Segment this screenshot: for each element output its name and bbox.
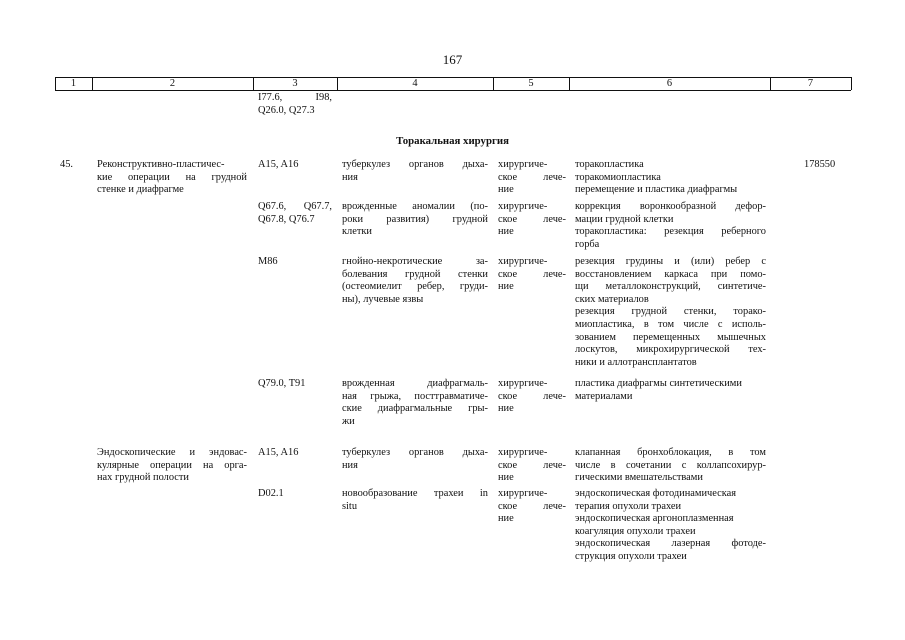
row-name <box>97 447 247 485</box>
treatment-line: ское лече- <box>498 171 566 183</box>
treatment-line: ское лече- <box>498 459 566 471</box>
disease-line: ния <box>342 171 358 183</box>
row-name-line: Реконструктивно-пластичес- <box>97 159 225 170</box>
header-col-1: 1 <box>70 78 77 89</box>
treatment-line: ние <box>498 403 514 415</box>
method-line: материалами <box>575 390 633 402</box>
disease-line: клетки <box>342 226 372 238</box>
mkb-codes <box>258 488 284 501</box>
code-line: Q79.0, T91 <box>258 378 306 389</box>
treatment-type <box>498 256 566 294</box>
header-col-7: 7 <box>807 78 814 89</box>
method-line: эндоскопическая аргоноплазменная <box>575 513 734 525</box>
method-line: гическими вмешательствами <box>575 472 703 484</box>
method-line: щи металлоконструкций, синтетиче- <box>575 281 766 293</box>
header-col-4: 4 <box>412 78 418 89</box>
method-line: зованием перемещенных мышечных <box>575 331 766 343</box>
treatment-line: ское лече- <box>498 268 566 280</box>
method-line: клапанная бронхоблокация, в том <box>575 447 766 458</box>
treatment-methods <box>575 378 766 403</box>
disease-model <box>342 159 488 184</box>
method-line: эндоскопическая лазерная фотоде- <box>575 538 766 550</box>
method-line: коагуляция опухоли трахеи <box>575 525 696 537</box>
header-col-2: 2 <box>169 78 176 89</box>
treatment-type <box>498 201 566 239</box>
disease-line: гнойно-некротические за- <box>342 256 488 267</box>
header-col-3: 3 <box>292 78 298 89</box>
disease-model <box>342 488 488 513</box>
carry-codes-line: Q26.0, Q27.3 <box>258 104 315 116</box>
code-line: Q67.6, Q67.7, <box>258 201 332 212</box>
treatment-methods <box>575 447 766 485</box>
section-title: Торакальная хирургия <box>396 135 509 147</box>
treatment-line: ние <box>498 226 514 238</box>
header-col-6: 6 <box>666 78 673 89</box>
treatment-line: хирургиче- <box>498 378 548 389</box>
mkb-codes <box>258 378 305 391</box>
treatment-type <box>498 488 566 526</box>
disease-line: (остеомиелит ребер, груди- <box>342 281 488 293</box>
treatment-methods <box>575 201 766 251</box>
treatment-type <box>498 378 566 416</box>
method-line: резекция грудной стенки, торако- <box>575 306 766 318</box>
method-line: эндоскопическая фотодинамическая <box>575 488 737 499</box>
row-name-line: кулярные операции на орга- <box>97 459 247 471</box>
disease-line: туберкулез органов дыха- <box>342 159 488 170</box>
col-divider <box>851 77 852 90</box>
method-line: ники и аллотрансплантатов <box>575 356 697 368</box>
disease-model <box>342 201 488 239</box>
method-line: торакопластика <box>575 159 644 170</box>
method-line: лоскутов, микрохирургической тех- <box>575 344 766 356</box>
treatment-line: хирургиче- <box>498 201 548 212</box>
row-name-line: кие операции на грудной <box>97 171 247 183</box>
header-col-5: 5 <box>528 78 534 89</box>
method-line: ских материалов <box>575 293 649 305</box>
method-line: резекция грудины и (или) ребер с <box>575 256 766 267</box>
row-name-line: стенке и диафрагме <box>97 184 184 196</box>
disease-line: situ <box>342 500 358 512</box>
method-line: струкция опухоли трахеи <box>575 550 687 562</box>
disease-line: новообразование трахеи in <box>342 488 488 499</box>
treatment-line: хирургиче- <box>498 488 548 499</box>
treatment-line: ское лече- <box>498 390 566 402</box>
treatment-line: ское лече- <box>498 213 566 225</box>
treatment-type <box>498 447 566 485</box>
disease-line: врожденные аномалии (по- <box>342 201 488 212</box>
method-line: торакопластика: резекция реберного <box>575 226 766 238</box>
code-line: A15, A16 <box>258 447 299 458</box>
disease-line: болевания грудной стенки <box>342 268 488 280</box>
disease-model <box>342 447 488 472</box>
method-line: пластика диафрагмы синтетическими <box>575 378 742 389</box>
mkb-codes <box>258 256 278 269</box>
treatment-line: ние <box>498 184 514 196</box>
header-bottom-border <box>55 90 851 91</box>
row-name-line: Эндоскопические и эндовас- <box>97 447 247 458</box>
row-price: 178550 <box>804 159 836 170</box>
disease-model <box>342 378 488 428</box>
code-line: A15, A16 <box>258 159 299 170</box>
code-line: D02.1 <box>258 488 284 499</box>
method-line: терапия опухоли трахеи <box>575 500 682 512</box>
mkb-codes <box>258 159 298 172</box>
treatment-line: хирургиче- <box>498 447 548 458</box>
treatment-line: хирургиче- <box>498 256 548 267</box>
disease-line: ния <box>342 459 358 471</box>
method-line: восстановлением каркаса при помо- <box>575 268 766 280</box>
method-line: коррекция воронкообразной дефор- <box>575 201 766 212</box>
page-number: 167 <box>442 52 463 67</box>
treatment-line: хирургиче- <box>498 159 548 170</box>
treatment-methods <box>575 256 766 369</box>
method-line: горба <box>575 238 600 250</box>
carry-codes-line: I77.6, I98, <box>258 92 332 103</box>
disease-line: ны), лучевые язвы <box>342 293 424 305</box>
disease-line: жи <box>342 415 355 427</box>
method-line: миопластика, в том числе с исполь- <box>575 318 766 330</box>
disease-model <box>342 256 488 306</box>
treatment-methods <box>575 159 766 197</box>
treatment-line: ние <box>498 472 514 484</box>
row-name <box>97 159 247 197</box>
disease-line: туберкулез органов дыха- <box>342 447 488 458</box>
disease-line: роки развития) грудной <box>342 213 488 225</box>
row-number: 45. <box>60 159 73 170</box>
method-line: мации грудной клетки <box>575 213 674 225</box>
code-line: Q67.8, Q76.7 <box>258 213 315 225</box>
method-line: торакомиопластика <box>575 171 661 183</box>
mkb-codes <box>258 447 298 460</box>
mkb-codes <box>258 201 332 226</box>
treatment-line: ние <box>498 281 514 293</box>
row-name-line: нах грудной полости <box>97 472 189 484</box>
treatment-type <box>498 159 566 197</box>
disease-line: ная грыжа, посттравматиче- <box>342 390 488 402</box>
disease-line: врожденная диафрагмаль- <box>342 378 488 389</box>
method-line: числе в сочетании с коллапсохирур- <box>575 459 766 471</box>
treatment-line: ние <box>498 513 514 525</box>
method-line: перемещение и пластика диафрагмы <box>575 184 738 196</box>
disease-line: ские диафрагмальные гры- <box>342 403 488 415</box>
treatment-methods <box>575 488 766 564</box>
treatment-line: ское лече- <box>498 500 566 512</box>
code-line: M86 <box>258 256 278 267</box>
